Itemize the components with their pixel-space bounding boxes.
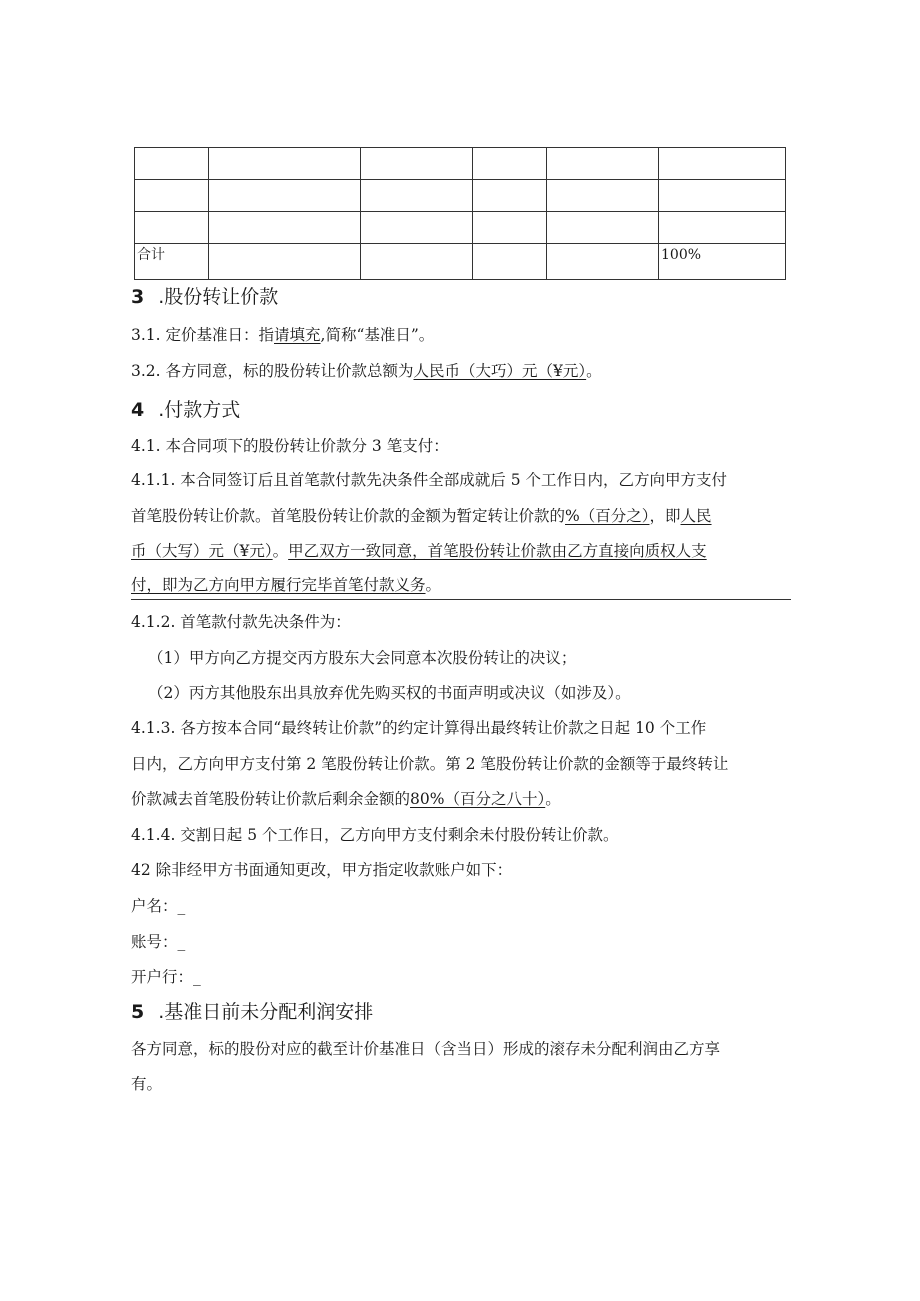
clause-4-1-1-line4 [131, 575, 441, 595]
clause-4-1-1-line3 [131, 541, 707, 561]
table-row [135, 180, 786, 212]
clause-4-1-3-line2: 日内，乙方向甲方支付第 2 笔股份转让价款。第 2 笔股份转让价款的金额等于最终转让 [131, 755, 729, 773]
clause-4-2: 42 除非经甲方书面通知更改，甲方指定收款账户如下： [131, 861, 513, 879]
clause-text: 3.2. 各方同意，标的股份转让价款总额为 [131, 362, 414, 380]
clause-4-1-3-line1: 4.1.3. 各方按本合同“最终转让价款”的约定计算得出最终转让价款之日起 10 个工作 [131, 719, 707, 737]
section5-heading [131, 1000, 373, 1024]
divider-line [131, 599, 791, 600]
section4-number: 4 [131, 399, 145, 421]
clause-3-2 [131, 361, 602, 381]
clause-text: 。 [425, 576, 442, 594]
clause-text: ,简称“基准日”。 [320, 326, 435, 344]
section4-heading [131, 398, 240, 422]
section5-number: 5 [131, 1001, 145, 1023]
clause-text: 3.1. 定价基准日：指 [131, 326, 275, 344]
clause-4-1: 4.1. 本合同项下的股份转让价款分 3 笔支付： [131, 437, 449, 455]
table-cell [473, 148, 547, 180]
shareholding-table [134, 147, 786, 280]
table-cell [209, 180, 361, 212]
condition-2: （2）丙方其他股东出具放弃优先购买权的书面声明或决议（如涉及）。 [148, 684, 631, 702]
clause-text: 价款减去首笔股份转让价款后剩余金额的 [131, 790, 411, 808]
table-cell [135, 148, 209, 180]
section5-line2: 有。 [131, 1075, 163, 1093]
table-cell [659, 180, 786, 212]
table-cell [547, 212, 659, 244]
table-cell [547, 148, 659, 180]
section3-heading [131, 285, 278, 309]
clause-text: 。 [586, 362, 602, 380]
table-cell [473, 244, 547, 280]
clause-4-1-1-line1: 4.1.1. 本合同签订后且首笔款付款先决条件全部成就后 5 个工作日内，乙方向甲方支付 [131, 471, 728, 489]
table-total-row [135, 244, 786, 280]
clause-text: ，即 [649, 507, 681, 525]
table-cell [209, 244, 361, 280]
table-cell [659, 212, 786, 244]
clause-text: 。 [545, 790, 561, 808]
account-number: 账号：_ [131, 933, 186, 951]
clause-4-1-4: 4.1.4. 交割日起 5 个工作日，乙方向甲方支付剩余未付股份转让价款。 [131, 826, 619, 844]
table-cell [135, 212, 209, 244]
table-cell [547, 180, 659, 212]
section4-title: .付款方式 [158, 399, 241, 421]
fill-in-field: 币（大写）元（¥元） [131, 542, 273, 560]
section3-number: 3 [131, 286, 145, 308]
section3-title: .股份转让价款 [158, 286, 279, 308]
table-cell [209, 148, 361, 180]
fill-in-field: 人民 [680, 507, 712, 525]
total-label: 合计 [135, 244, 209, 280]
table-cell [659, 148, 786, 180]
clause-4-1-2: 4.1.2. 首笔款付款先决条件为： [131, 613, 351, 631]
fill-in-field: 请填充 [274, 326, 321, 344]
clause-text: 首笔股份转让价款。首笔股份转让价款的金额为暂定转让价款的 [131, 507, 566, 525]
table-cell [547, 244, 659, 280]
section5-title: .基准日前未分配利润安排 [158, 1001, 374, 1023]
fill-in-field: 80%（百分之八十） [410, 790, 546, 808]
condition-1: （1）甲方向乙方提交丙方股东大会同意本次股份转让的决议； [148, 649, 577, 667]
table-cell [209, 212, 361, 244]
underlined-text: 甲乙双方一致同意，首笔股份转让价款由乙方直接向质权人支 [288, 542, 707, 560]
clause-3-1 [131, 325, 434, 345]
table-cell [361, 180, 473, 212]
table-cell [361, 212, 473, 244]
account-name: 户名：_ [131, 897, 186, 915]
underlined-text: 付，即为乙方向甲方履行完毕首笔付款义务 [131, 576, 426, 594]
table-row [135, 212, 786, 244]
clause-4-1-3-line3 [131, 789, 561, 809]
table-row [135, 148, 786, 180]
clause-text: 。 [272, 542, 289, 560]
section5-line1: 各方同意，标的股份对应的截至计价基准日（含当日）形成的滚存未分配利润由乙方享 [131, 1040, 721, 1058]
table-cell [135, 180, 209, 212]
table-cell [361, 148, 473, 180]
table-cell [361, 244, 473, 280]
clause-4-1-1-line2 [131, 506, 712, 526]
table-cell [473, 212, 547, 244]
table-cell [473, 180, 547, 212]
fill-in-field: 人民币（大巧）元（¥元） [413, 362, 587, 380]
fill-in-field: %（百分之） [565, 507, 650, 525]
total-percent: 100% [659, 244, 786, 280]
bank-name: 开户行：_ [131, 968, 201, 986]
